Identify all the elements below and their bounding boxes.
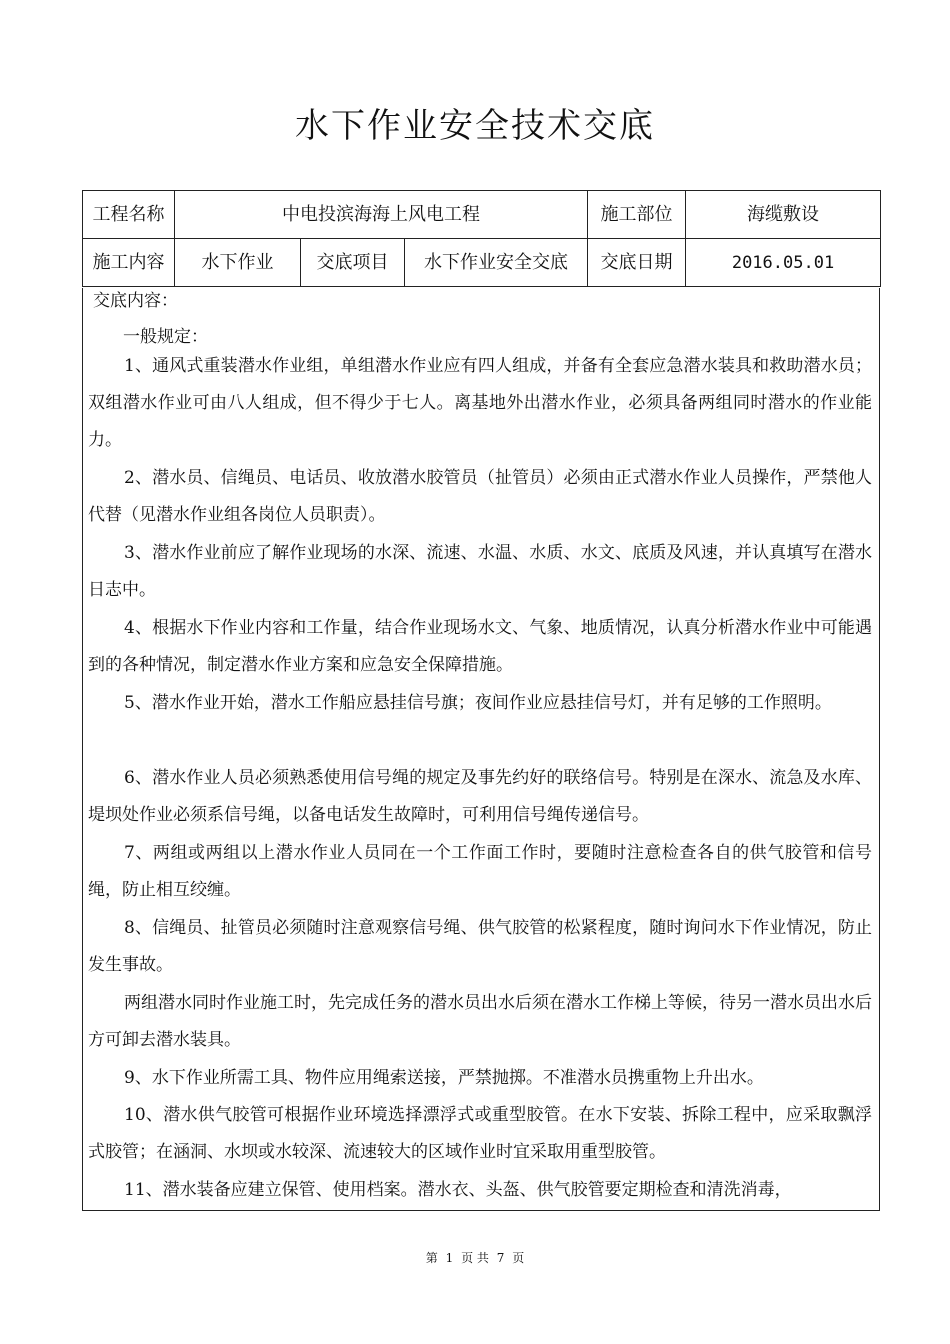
rule-paragraph: 5、潜水作业开始，潜水工作船应悬挂信号旗；夜间作业应悬挂信号灯，并有足够的工作照明。 [124,693,832,713]
general-rules-heading: 一般规定： [123,327,208,347]
briefing-item-label: 交底项目 [301,239,405,287]
rule-paragraph: 4、根据水下作业内容和工作量，结合作业现场水文、气象、地质情况，认真分析潜水作业中可能遇到的各种情况，制定潜水作业方案和应急安全保障措施。 [88,618,872,675]
footer-total-pages: 7 [496,1251,505,1265]
footer-page-number: 1 [445,1251,454,1265]
footer-prefix: 第 [425,1251,438,1265]
rule-paragraph: 11、潜水装备应建立保管、使用档案。潜水衣、头盔、供气胶管要定期检查和清洗消毒， [124,1180,792,1200]
location-label: 施工部位 [588,191,686,239]
briefing-item-value: 水下作业安全交底 [405,239,588,287]
briefing-date-label: 交底日期 [588,239,686,287]
content-label: 交底内容： [93,291,178,311]
page-footer [0,1250,950,1266]
rule-paragraph: 10、潜水供气胶管可根据作业环境选择漂浮式或重型胶管。在水下安装、拆除工程中，应采取飘浮式胶管；在涵洞、水坝或水较深、流速较大的区域作业时宜采取用重型胶管。 [88,1105,872,1162]
header-table [82,190,881,287]
rule-paragraph: 9、水下作业所需工具、物件应用绳索送接，严禁抛掷。不准潜水员携重物上升出水。 [124,1068,764,1088]
rule-paragraph: 1、通风式重装潜水作业组，单组潜水作业应有四人组成，并备有全套应急潜水装具和救助潜水员；双组潜水作业可由八人组成，但不得少于七人。离基地外出潜水作业，必须具备两组同时潜水的作业能力。 [88,356,872,450]
construction-content-label: 施工内容 [83,239,175,287]
footer-mid: 页 共 [461,1251,489,1265]
location-value: 海缆敷设 [686,191,881,239]
rule-paragraph: 8、信绳员、扯管员必须随时注意观察信号绳、供气胶管的松紧程度，随时询问水下作业情况，防止发生事故。 [88,918,872,975]
project-name-label: 工程名称 [83,191,175,239]
footer-suffix: 页 [512,1251,525,1265]
header-row-1 [83,191,881,239]
briefing-content-box [82,288,880,1211]
rule-paragraph: 2、潜水员、信绳员、电话员、收放潜水胶管员（扯管员）必须由正式潜水作业人员操作，严禁他人代替（见潜水作业组各岗位人员职责）。 [88,468,872,525]
rule-paragraph: 6、潜水作业人员必须熟悉使用信号绳的规定及事先约好的联络信号。特别是在深水、流急及水库、堤坝处作业必须系信号绳，以备电话发生故障时，可利用信号绳传递信号。 [88,768,872,825]
project-name-value: 中电投滨海海上风电工程 [175,191,588,239]
header-row-2 [83,239,881,287]
rule-paragraph: 3、潜水作业前应了解作业现场的水深、流速、水温、水质、水文、底质及风速，并认真填写在潜水日志中。 [88,543,872,600]
rule-paragraph: 两组潜水同时作业施工时，先完成任务的潜水员出水后须在潜水工作梯上等候，待另一潜水员出水后方可卸去潜水装具。 [88,993,872,1050]
construction-content-value: 水下作业 [175,239,301,287]
document-title: 水下作业安全技术交底 [295,106,655,146]
rule-paragraph: 7、两组或两组以上潜水作业人员同在一个工作面工作时，要随时注意检查各自的供气胶管和信号绳，防止相互绞缠。 [88,843,872,900]
briefing-date-value: 2016.05.01 [686,239,881,287]
